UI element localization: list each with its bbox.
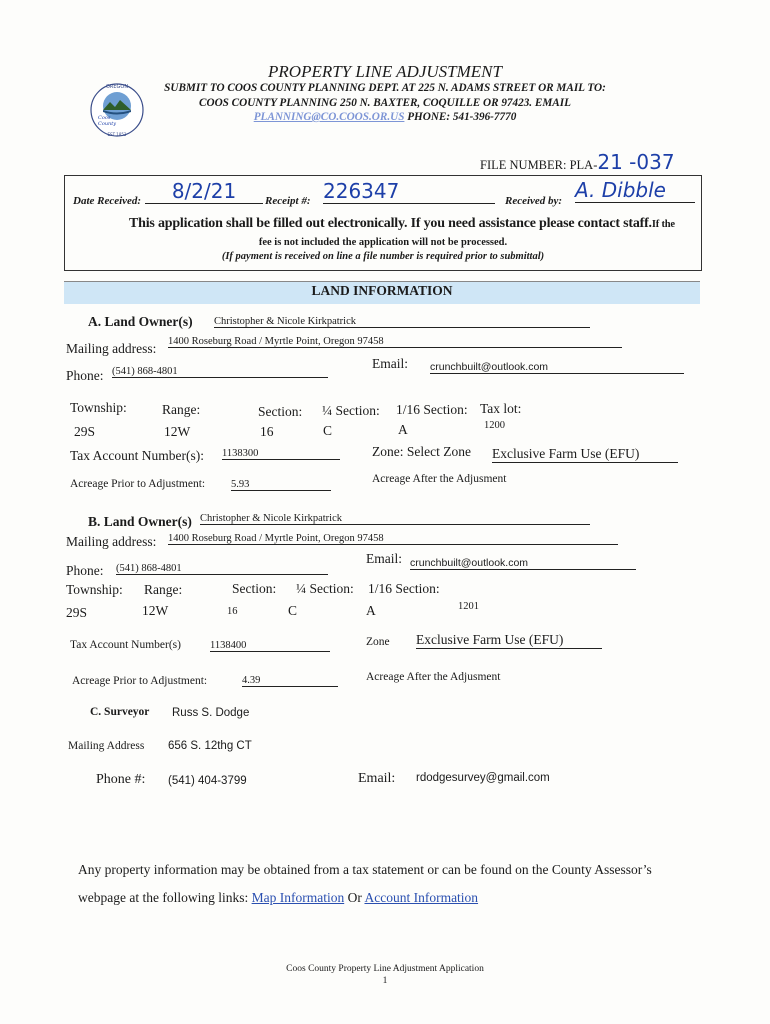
owner-b-taxlot-value[interactable]: 1201 bbox=[458, 601, 479, 612]
receipt-number-value: 226347 bbox=[323, 179, 495, 204]
owner-a-sixteenth-value[interactable]: A bbox=[398, 422, 408, 437]
owner-a-township-label: Township: bbox=[70, 400, 127, 415]
owner-b-label bbox=[88, 514, 192, 530]
owner-b-zone-label: Zone bbox=[366, 636, 390, 648]
notice-line1 bbox=[129, 216, 675, 232]
owner-a-mailing-label: Mailing address: bbox=[66, 341, 157, 356]
office-use-box bbox=[64, 175, 702, 271]
owner-a-phone-field[interactable]: (541) 868-4801 bbox=[112, 366, 328, 378]
logo-text-coos: Coos bbox=[98, 115, 111, 121]
owner-a-zone-label: Zone: Select Zone bbox=[372, 444, 471, 459]
footer-page-number: 1 bbox=[382, 976, 388, 986]
owner-a-mailing-field[interactable]: 1400 Roseburg Road / Myrtle Point, Oregon 97458 bbox=[168, 336, 622, 348]
owner-a-taxlot-label: Tax lot: bbox=[480, 401, 522, 416]
surveyor-phone-field[interactable]: (541) 404-3799 bbox=[168, 775, 247, 787]
owner-a-quarter-value[interactable]: C bbox=[323, 423, 333, 438]
owner-b-quarter-value[interactable]: C bbox=[288, 603, 298, 618]
owner-b-zone-select[interactable]: Exclusive Farm Use (EFU) bbox=[416, 632, 602, 649]
receipt-number-label: Receipt #: bbox=[265, 195, 311, 207]
submit-instructions-line3 bbox=[0, 111, 770, 123]
owner-a-acreage-prior-field[interactable]: 5.93 bbox=[231, 479, 331, 491]
owner-a-sixteenth-label: 1/16 Section: bbox=[396, 402, 468, 417]
owner-a-acreage-prior-label: Acreage Prior to Adjustment: bbox=[70, 478, 206, 490]
owner-b-range-label: Range: bbox=[144, 582, 183, 597]
notice-tail: If the bbox=[651, 219, 675, 230]
owner-a-range-label: Range: bbox=[162, 402, 201, 417]
owner-a-email-label: Email: bbox=[372, 356, 408, 371]
owner-a-tax-account-label: Tax Account Number(s): bbox=[70, 448, 205, 463]
owner-b-tax-account-label: Tax Account Number(s) bbox=[70, 639, 181, 651]
owner-a-zone-select[interactable]: Exclusive Farm Use (EFU) bbox=[492, 446, 678, 463]
owner-b-email-field[interactable]: crunchbuilt@outlook.com bbox=[410, 557, 636, 570]
owner-b-label-text: B. Land Owner(s) bbox=[88, 514, 192, 529]
owner-a-section-label: Section: bbox=[258, 404, 303, 419]
file-number-label: FILE NUMBER: PLA- bbox=[480, 158, 598, 172]
file-number bbox=[480, 150, 675, 174]
map-information-link[interactable]: Map Information bbox=[251, 890, 345, 905]
owner-b-range-value[interactable]: 12W bbox=[142, 603, 169, 618]
owner-b-acreage-prior-field[interactable]: 4.39 bbox=[242, 675, 338, 687]
owner-b-tax-account-field[interactable]: 1138400 bbox=[210, 640, 330, 652]
account-information-link[interactable]: Account Information bbox=[364, 890, 479, 905]
owner-b-email-label: Email: bbox=[366, 551, 402, 566]
logo-text-oregon: OREGON bbox=[105, 84, 129, 90]
submit-instructions-line1: SUBMIT TO COOS COUNTY PLANNING DEPT. AT 225 N. ADAMS STREET OR MAIL TO: bbox=[164, 82, 606, 94]
or-text: Or bbox=[347, 890, 362, 905]
owner-b-township-value[interactable]: 29S bbox=[66, 605, 88, 620]
owner-b-quarter-label: ¼ Section: bbox=[296, 581, 354, 596]
logo-text-est: EST 1853 bbox=[107, 132, 127, 137]
owner-b-mailing-label: Mailing address: bbox=[66, 534, 157, 549]
surveyor-mailing-label: Mailing Address bbox=[68, 740, 145, 752]
logo-text-county: County bbox=[98, 121, 117, 127]
surveyor-name-field[interactable]: Russ S. Dodge bbox=[172, 707, 250, 719]
date-received-value: 8/2/21 bbox=[145, 179, 263, 204]
notice-text: This application shall be filled out electronically. If you need assistance please contact staff. bbox=[129, 216, 652, 231]
owner-a-range-value[interactable]: 12W bbox=[164, 424, 191, 439]
received-by-label: Received by: bbox=[505, 195, 563, 207]
owner-b-section-value[interactable]: 16 bbox=[227, 606, 238, 617]
planning-phone: PHONE: 541-396-7770 bbox=[407, 111, 517, 123]
owner-b-name-field[interactable]: Christopher & Nicole Kirkpatrick bbox=[200, 513, 590, 525]
owner-a-taxlot-value[interactable]: 1200 bbox=[484, 420, 505, 431]
owner-b-sixteenth-value[interactable]: A bbox=[366, 603, 376, 618]
owner-a-quarter-label: ¼ Section: bbox=[322, 403, 380, 418]
notice-line3: (If payment is received on line a file number is required prior to submittal) bbox=[221, 251, 545, 262]
property-info-line2 bbox=[78, 890, 478, 906]
owner-b-phone-field[interactable]: (541) 868-4801 bbox=[116, 563, 328, 575]
owner-a-phone-label: Phone: bbox=[66, 368, 104, 383]
owner-b-acreage-prior-label: Acreage Prior to Adjustment: bbox=[72, 675, 208, 687]
owner-b-phone-label: Phone: bbox=[66, 563, 104, 578]
owner-a-email-field[interactable]: crunchbuilt@outlook.com bbox=[430, 361, 684, 374]
owner-a-label: A. Land Owner(s) bbox=[88, 314, 193, 329]
owner-b-acreage-after-label: Acreage After the Adjusment bbox=[366, 671, 501, 683]
surveyor-phone-label: Phone #: bbox=[96, 772, 146, 787]
notice-line2: fee is not included the application will not be processed. bbox=[258, 237, 508, 248]
owner-a-acreage-after-label: Acreage After the Adjusment bbox=[372, 473, 507, 485]
surveyor-email-field[interactable]: rdodgesurvey@gmail.com bbox=[416, 772, 550, 784]
owner-b-section-label: Section: bbox=[232, 581, 277, 596]
surveyor-mailing-field[interactable]: 656 S. 12thg CT bbox=[168, 740, 252, 752]
footer-document-title: Coos County Property Line Adjustment Application bbox=[286, 964, 484, 974]
planning-email-link[interactable]: PLANNING@CO.COOS.OR.US bbox=[253, 111, 405, 123]
owner-b-mailing-field[interactable]: 1400 Roseburg Road / Myrtle Point, Oregon 97458 bbox=[168, 533, 618, 545]
owner-a-township-value[interactable]: 29S bbox=[74, 424, 96, 439]
surveyor-email-label: Email: bbox=[358, 771, 396, 786]
submit-instructions-line2: COOS COUNTY PLANNING 250 N. BAXTER, COQUILLE OR 97423. EMAIL bbox=[199, 97, 571, 109]
owner-b-township-label: Township: bbox=[66, 582, 123, 597]
date-received-label: Date Received: bbox=[73, 195, 142, 207]
form-title: PROPERTY LINE ADJUSTMENT bbox=[268, 62, 502, 81]
owner-a-name-field[interactable]: Christopher & Nicole Kirkpatrick bbox=[214, 316, 590, 328]
owner-b-sixteenth-label: 1/16 Section: bbox=[368, 581, 440, 596]
surveyor-label: C. Surveyor bbox=[90, 706, 150, 718]
owner-a-section-value[interactable]: 16 bbox=[260, 424, 274, 439]
received-by-value: A. Dibble bbox=[575, 178, 695, 203]
owner-a-tax-account-field[interactable]: 1138300 bbox=[222, 448, 340, 460]
property-info-line1: Any property information may be obtained from a tax statement or can be found on the County Assessor’s bbox=[78, 862, 652, 877]
file-number-value: 21 -037 bbox=[597, 150, 675, 174]
property-info-prefix: webpage at the following links: bbox=[78, 890, 249, 905]
land-information-heading: LAND INFORMATION bbox=[311, 283, 453, 298]
